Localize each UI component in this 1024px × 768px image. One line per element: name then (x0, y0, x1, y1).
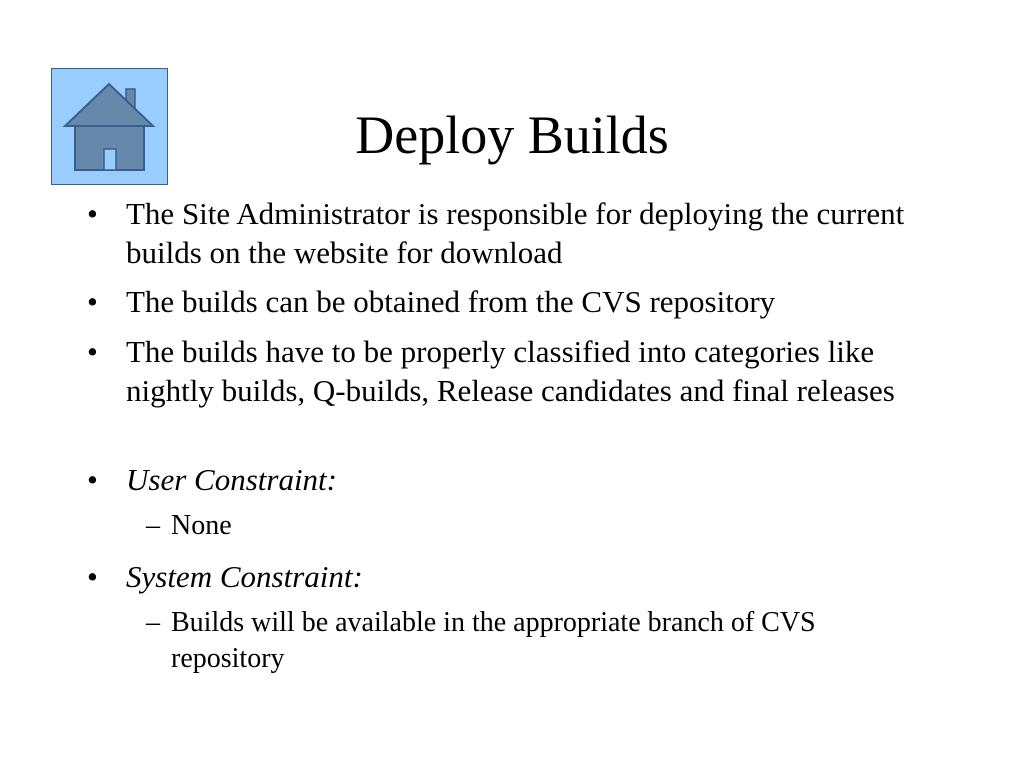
bullet-marker: • (87, 462, 98, 497)
sub-bullet-item (146, 605, 906, 677)
system-constraint-heading: System Constraint: (126, 559, 363, 594)
user-constraint-heading: User Constraint: (126, 462, 337, 497)
bullet-item (87, 557, 907, 596)
bullet-text: The Site Administrator is responsible for deploying the current builds on the website for download (126, 196, 905, 270)
bullet-text: The builds have to be properly classified into categories like nightly builds, Q-builds, Release candidates and final releases (126, 334, 895, 408)
bullet-marker: • (87, 284, 98, 319)
slide-title: Deploy Builds (355, 105, 669, 165)
sub-bullet-item (146, 508, 906, 544)
sub-bullet-marker: – (146, 510, 160, 541)
sub-bullet-text: Builds will be available in the appropriate branch of CVS repository (171, 607, 816, 674)
bullet-marker: • (87, 196, 98, 231)
sub-bullet-marker: – (146, 607, 160, 638)
bullet-text: The builds can be obtained from the CVS repository (126, 284, 776, 319)
bullet-item (87, 460, 907, 499)
bullet-marker: • (87, 559, 98, 594)
bullet-item (87, 332, 907, 410)
bullet-item (87, 194, 907, 272)
bullet-marker: • (87, 334, 98, 369)
sub-bullet-text: None (171, 510, 232, 541)
bullet-item (87, 282, 907, 321)
